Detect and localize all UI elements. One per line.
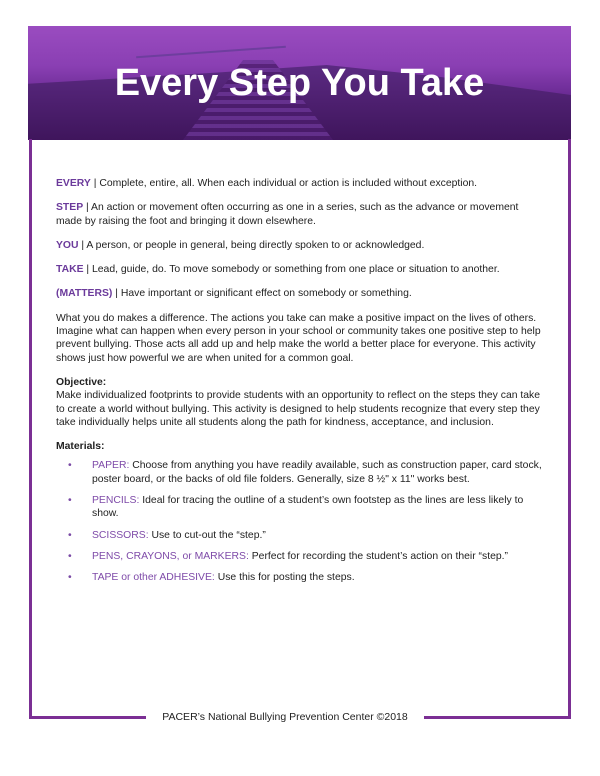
objective-heading: Objective: bbox=[56, 376, 107, 388]
material-label: SCISSORS: bbox=[92, 529, 149, 541]
materials-list bbox=[56, 459, 546, 584]
definition-take bbox=[56, 263, 546, 276]
definition-term: YOU bbox=[56, 239, 79, 251]
material-label: PAPER: bbox=[92, 460, 130, 472]
footer-copyright: PACER’s National Bullying Prevention Center ©2018 bbox=[162, 711, 408, 723]
material-label: TAPE or other ADHESIVE: bbox=[92, 572, 215, 584]
header-banner bbox=[28, 26, 571, 140]
definition-term: TAKE bbox=[56, 264, 84, 276]
definition-every bbox=[56, 177, 546, 190]
document-body bbox=[56, 177, 546, 593]
material-text: Ideal for tracing the outline of a student’s own footstep as the lines are less likely to show. bbox=[92, 495, 524, 520]
material-text: Choose from anything you have readily available, such as construction paper, card stock, poster board, or the backs of old file folders. Generally, size 8 ½" x 11" works best. bbox=[92, 460, 542, 485]
materials-heading bbox=[56, 440, 546, 453]
definition-step bbox=[56, 201, 546, 228]
frame-left-border bbox=[29, 139, 32, 719]
definition-term: (MATTERS) bbox=[56, 288, 113, 300]
objective-section bbox=[56, 376, 546, 429]
material-text: Use to cut-out the “step.” bbox=[148, 529, 266, 541]
list-item bbox=[92, 529, 546, 542]
definition-text: | Have important or significant effect on somebody or something. bbox=[112, 288, 412, 300]
list-item bbox=[92, 494, 546, 521]
frame-bottom-right-border bbox=[424, 716, 571, 719]
page-title: Every Step You Take bbox=[114, 62, 485, 104]
list-item bbox=[92, 550, 546, 563]
material-label: PENCILS: bbox=[92, 495, 140, 507]
list-item bbox=[92, 571, 546, 584]
list-item bbox=[92, 459, 546, 486]
material-text: Use this for posting the steps. bbox=[214, 572, 355, 584]
objective-text: Make individualized footprints to provide students with an opportunity to reflect on the steps they can take to create a world without bullying. This activity is designed to help students recognize that every step they take individually helps unite all students along the path for kindness, acceptance, and inclusion. bbox=[56, 390, 541, 428]
material-label: PENS, CRAYONS, or MARKERS: bbox=[92, 550, 249, 562]
railing-image bbox=[136, 46, 286, 58]
definition-text: | A person, or people in general, being directly spoken to or acknowledged. bbox=[78, 239, 425, 251]
frame-bottom-left-border bbox=[29, 716, 146, 719]
definition-text: | Complete, entire, all. When each individual or action is included without exception. bbox=[90, 178, 478, 189]
definition-term: EVERY bbox=[56, 178, 91, 189]
definition-you bbox=[56, 239, 546, 252]
definition-term: STEP bbox=[56, 202, 84, 214]
definition-text: | An action or movement often occurring as one in a series, such as the advance or movement made by raising the foot and bringing it down elsewhere. bbox=[56, 202, 519, 227]
material-text: Perfect for recording the student’s action on their “step.” bbox=[248, 550, 508, 562]
definition-matters bbox=[56, 287, 546, 300]
frame-right-border bbox=[568, 139, 571, 719]
materials-heading-text: Materials: bbox=[56, 441, 105, 453]
intro-paragraph: What you do makes a difference. The actions you take can make a positive impact on the lives of others. Imagine what can happen when every person in your school or community takes one positive step to help prevent bullying. Those acts all add up and help make the world a better place for everyone. This activity shows just how powerful we are when united for a common goal. bbox=[56, 312, 541, 364]
definition-text: | Lead, guide, do. To move somebody or something from one place or situation to another. bbox=[83, 264, 500, 276]
